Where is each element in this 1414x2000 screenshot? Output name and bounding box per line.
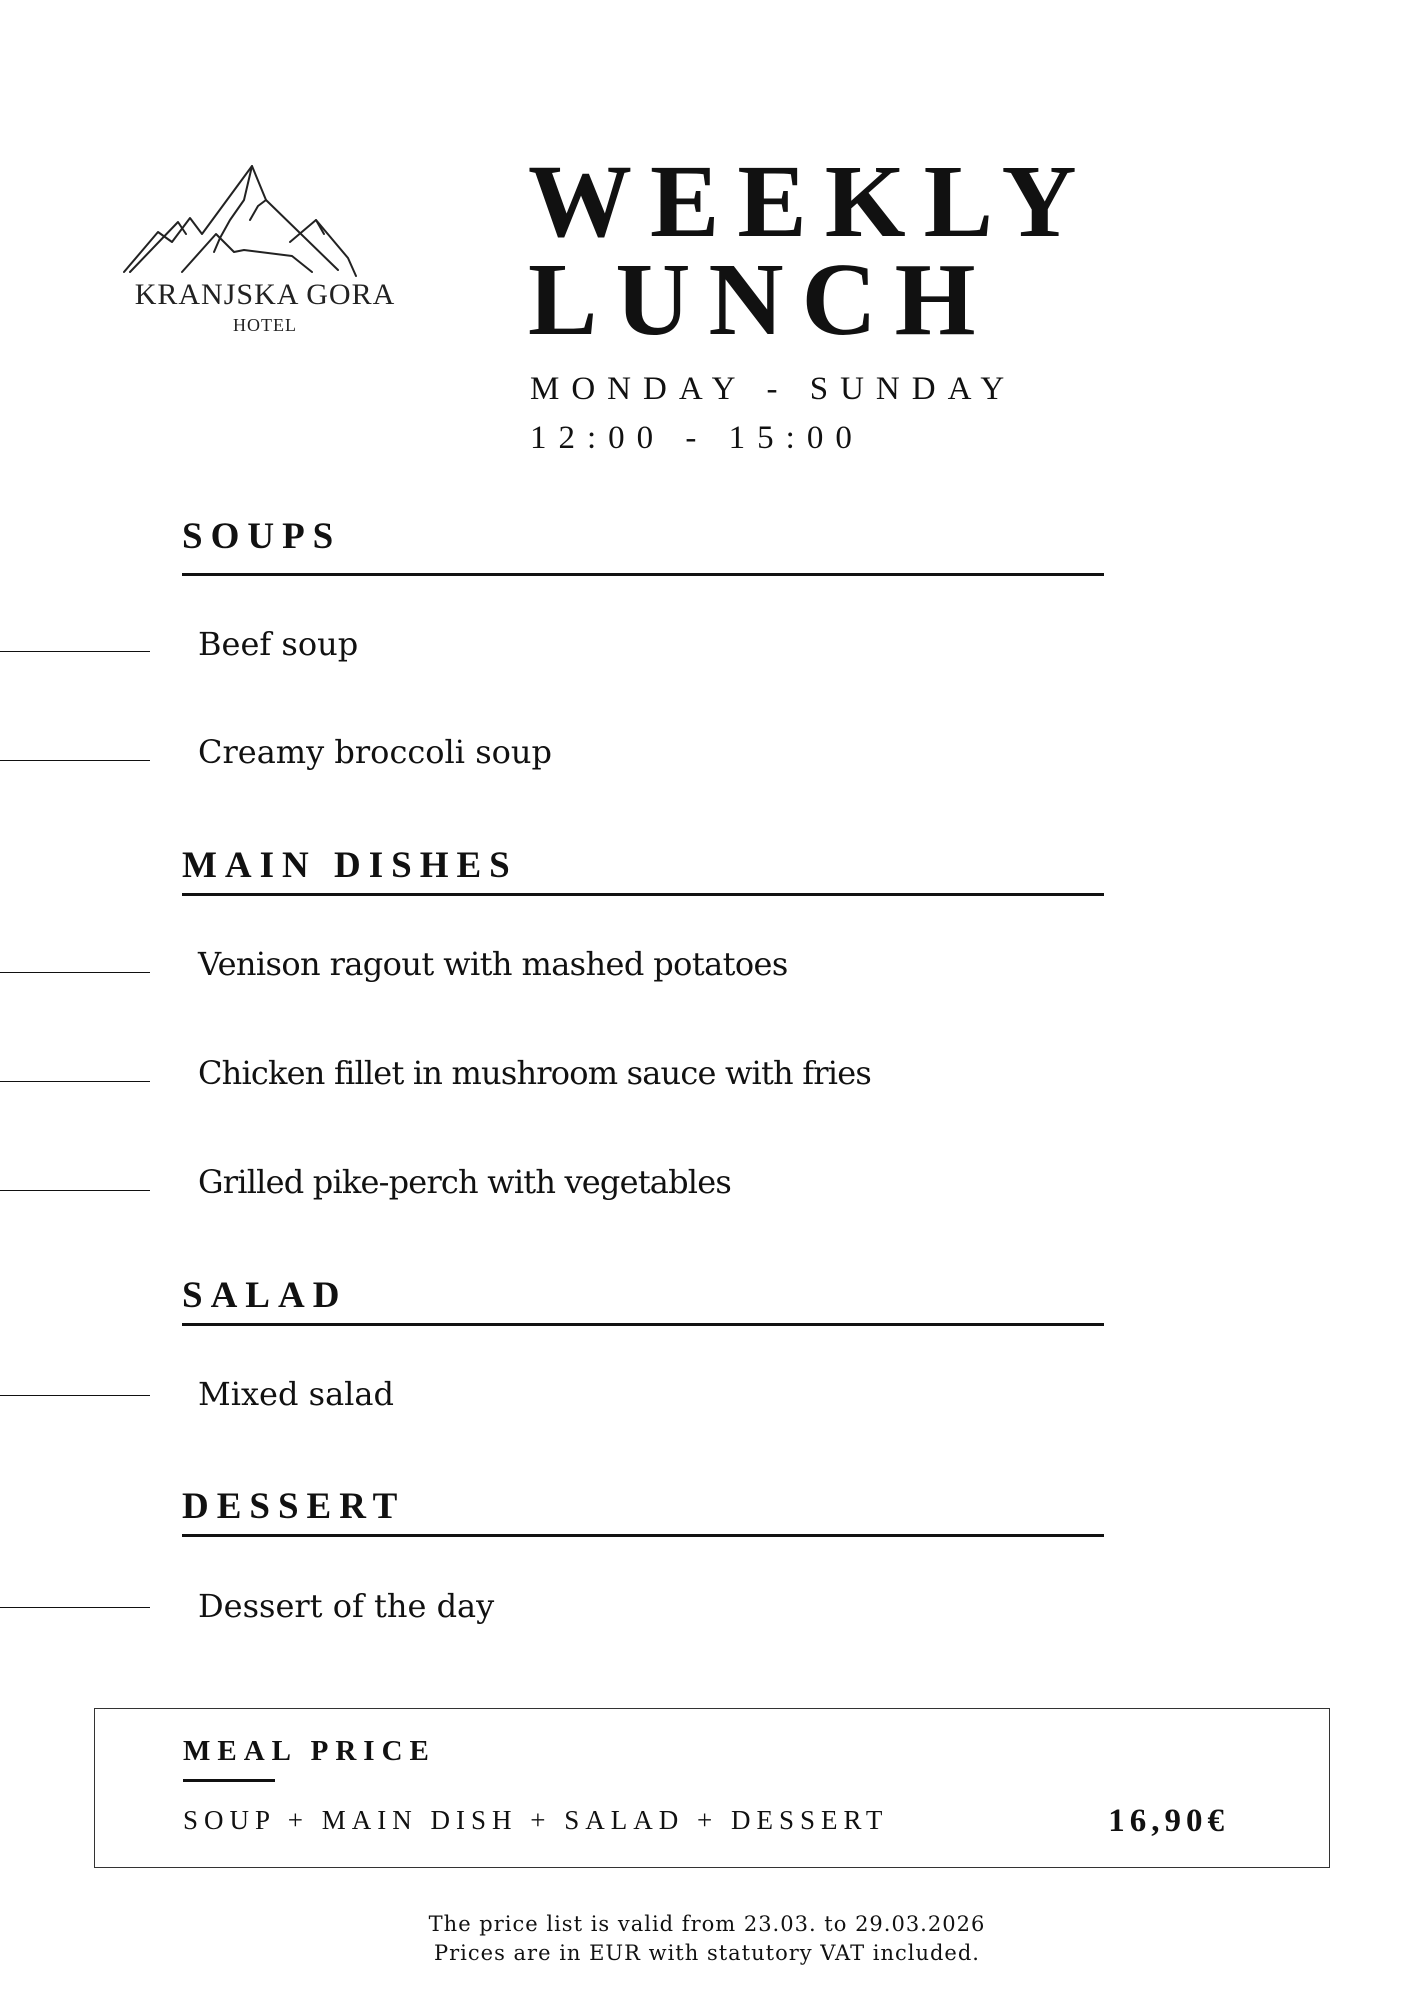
menu-item-soup-1: Beef soup: [198, 625, 359, 663]
section-divider: [182, 893, 1104, 896]
section-title-soups: SOUPS: [182, 516, 342, 557]
hotel-subtitle: HOTEL: [233, 315, 297, 335]
meal-price-value: 16,90€: [1108, 1803, 1229, 1839]
item-dash: [0, 1395, 150, 1396]
section-divider: [182, 1534, 1104, 1537]
opening-days: MONDAY - SUNDAY: [530, 371, 1017, 407]
item-dash: [0, 1081, 150, 1082]
opening-hours: 12:00 - 15:00: [530, 420, 864, 456]
menu-item-main-3: Grilled pike-perch with vegetables: [198, 1163, 731, 1201]
section-title-dessert: DESSERT: [182, 1486, 406, 1527]
menu-item-soup-2: Creamy broccoli soup: [198, 733, 552, 771]
meal-price-description: SOUP + MAIN DISH + SALAD + DESSERT: [183, 1805, 889, 1835]
mountain-icon: [120, 160, 420, 280]
item-dash: [0, 1607, 150, 1608]
section-title-main-dishes: MAIN DISHES: [182, 845, 518, 886]
item-dash: [0, 972, 150, 973]
menu-item-dessert-1: Dessert of the day: [198, 1587, 495, 1625]
item-dash: [0, 651, 150, 652]
price-validity-note: The price list is valid from 23.03. to 29.03.2026: [428, 1912, 986, 1936]
hotel-name: KRANJSKA GORA: [134, 278, 396, 311]
page-title-line-2: LUNCH: [528, 242, 994, 357]
menu-item-main-1: Venison ragout with mashed potatoes: [198, 945, 788, 983]
item-dash: [0, 1190, 150, 1191]
page-title-line-1: WEEKLY: [528, 144, 1095, 259]
meal-price-underline: [183, 1779, 275, 1782]
section-divider: [182, 1323, 1104, 1326]
section-title-salad: SALAD: [182, 1275, 348, 1316]
menu-item-main-2: Chicken fillet in mushroom sauce with fries: [198, 1054, 871, 1092]
item-dash: [0, 760, 150, 761]
section-divider: [182, 573, 1104, 576]
menu-item-salad-1: Mixed salad: [198, 1375, 394, 1413]
vat-note: Prices are in EUR with statutory VAT included.: [434, 1941, 980, 1965]
meal-price-box: [94, 1708, 1330, 1868]
meal-price-label: MEAL PRICE: [183, 1735, 436, 1767]
hotel-logo: [120, 160, 420, 340]
